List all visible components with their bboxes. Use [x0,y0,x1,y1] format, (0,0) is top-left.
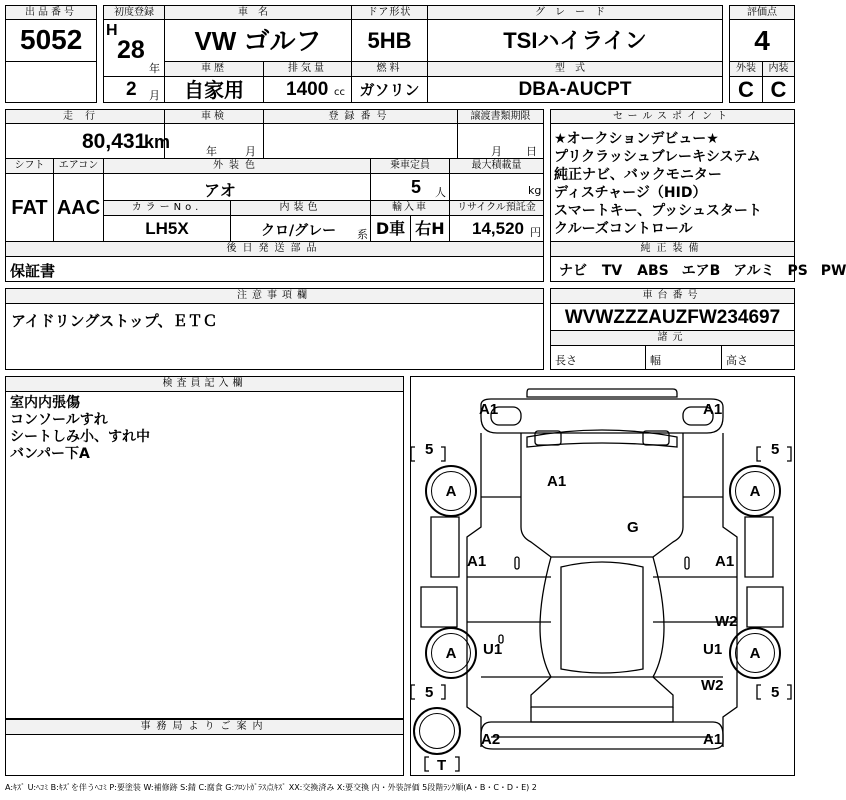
recycle-unit: 円 [530,226,541,239]
inspector-line: コンソールすれ [10,412,108,428]
grade: TSIハイライン [503,28,647,53]
damage-diagram [410,376,795,776]
ac-header: エアコン [53,158,104,174]
tire-rear-left-mark: A [431,633,471,673]
model-header: 型式 [427,61,723,77]
int-color-cell [230,215,371,242]
notes-text: アイドリングストップ、ＥＴＣ [11,312,218,330]
tread-spare: T [437,757,447,774]
height-cell [721,345,795,370]
lot-no-header: 出品番号 [5,5,97,20]
tread-front-right: 5 [771,441,780,458]
car-name: VW ゴルフ [194,26,322,56]
door-header: ドア形状 [351,5,428,20]
chassis-number: WVWZZZAUZFW234697 [564,307,781,328]
spare-tire [413,707,461,755]
reg-no-cell [263,123,458,159]
color-no-cell [103,215,231,242]
car-name-cell [164,19,352,62]
tire-front-left [425,465,477,517]
tread-rear-left: 5 [425,684,434,701]
office-header: 事務局よりご案内 [5,719,404,735]
transfer-month-unit: 月 [491,145,502,158]
equip-abs: ABS [637,263,669,279]
car-name-header: 車名 [164,5,352,20]
mark-roof: G [627,519,639,536]
tread-rear-right: 5 [771,684,780,701]
capacity-header: 乗車定員 [370,158,450,174]
sales-point-line: クルーズコントロール [554,221,693,237]
transfer-header: 譲渡書類期限 [457,109,544,124]
mark-left-front-door: A1 [467,553,487,570]
mark-left-rear-door: U1 [483,641,503,658]
ac: AAC [56,197,101,219]
color-no-header: カラーNo. [103,200,231,216]
score: 4 [754,25,770,56]
tread-front-left: 5 [425,441,434,458]
exterior: C [738,77,754,102]
year-unit: 年 [149,62,160,75]
displacement-header: 排気量 [263,61,352,77]
width-cell [645,345,722,370]
equip-navi: ナビ [559,263,587,279]
sales-point-line: 純正ナビ、バックモニター [554,167,722,183]
color-cell [103,173,371,201]
tire-front-right-mark: A [735,471,775,511]
grade-cell [427,19,723,62]
recycle-header: リサイクル預託金 [449,200,544,216]
reg-month-cell [103,76,165,103]
color-header: 外装色 [103,158,371,174]
exterior-cell [729,76,763,103]
length-cell [550,345,646,370]
door: 5HB [367,28,412,53]
door-cell [351,19,428,62]
history-cell [164,76,264,103]
mileage: 80,431 [82,130,147,153]
displacement-cell [263,76,352,103]
reg-no-header: 登録番号 [263,109,458,124]
equip-ps: PS [787,263,808,279]
mark-right-front-door: A1 [715,553,735,570]
chassis-cell [550,303,795,331]
mark-right-rear-door: U1 [703,641,723,658]
mark-rear-left: A2 [481,731,501,748]
inspector-header: 検査員記入欄 [5,376,404,392]
month-unit: 月 [149,89,160,102]
exterior-header: 外装 [729,61,763,77]
inspection-year-unit: 年 [206,145,217,158]
inspection-header: 車検 [164,109,264,124]
lot-no-blank [5,61,97,103]
sales-point-line: ディスチャージ（HID） [554,185,707,201]
max-load-unit: kg [528,184,542,197]
color: アオ [204,181,236,200]
car-outline [411,377,794,775]
capacity-cell [370,173,450,201]
office-cell [5,734,404,776]
int-color-unit: 系 [357,228,368,241]
length-label: 長さ [555,354,577,367]
chassis-header: 車台番号 [550,288,795,304]
sales-point-line: プリクラッシュブレーキシステム [554,149,761,165]
lot-no-cell [5,19,97,62]
mark-rear-right: A1 [703,731,723,748]
equipment-header: 純正装備 [550,241,795,257]
ac-cell [53,173,104,242]
score-cell [729,19,795,62]
inspection-cell [164,123,264,159]
mark-right-rear-fender-upper: W2 [715,613,738,630]
mileage-unit: km [144,132,171,152]
lot-no: 5052 [20,24,83,55]
tire-front-left-mark: A [431,471,471,511]
notes-cell [5,303,544,370]
transfer-cell [457,123,544,159]
shift-cell [5,173,54,242]
notes-header: 注意事項欄 [5,288,544,304]
fuel-header: 燃料 [351,61,428,77]
capacity: 5 [411,177,422,197]
tire-rear-right [729,627,781,679]
mark-front-right: A1 [703,401,723,418]
later-parts-header: 後日発送部品 [5,241,544,257]
equipment-cell [550,256,846,282]
grade-header: グレード [427,5,723,20]
steering-cell [410,215,450,242]
later-parts-cell [5,256,544,282]
era: H [106,22,118,39]
sales-points-cell [550,123,795,242]
interior-cell [762,76,795,103]
equip-pw: PW [820,263,846,279]
reg-month: 2 [126,79,137,100]
mark-right-rear-fender-lower: W2 [701,677,724,694]
int-color: クロ/グレー [261,223,337,239]
fuel: ガソリン [359,81,420,99]
tire-rear-right-mark: A [735,633,775,673]
displacement: 1400 [286,79,329,100]
max-load-cell [449,173,544,201]
reg-year: 28 [117,36,145,64]
import-header: 輸入車 [370,200,450,216]
import-type: D車 [375,219,406,238]
model: DBA-AUCPT [518,79,632,100]
recycle-cell [449,215,544,242]
steering: 右H [415,219,445,238]
mileage-header: 走行 [5,109,165,124]
equip-tv: TV [601,263,623,279]
fuel-cell [351,76,428,103]
shift: FAT [11,197,48,219]
spare-tire-inner [419,713,455,749]
height-label: 高さ [726,354,748,367]
displacement-unit: cc [334,87,345,98]
import-type-cell [370,215,411,242]
first-reg-header: 初度登録 [103,5,165,20]
int-color-header: 内装色 [230,200,371,216]
equip-alloy: アルミ [733,263,775,279]
mark-hood: A1 [547,473,567,490]
recycle: 14,520 [472,219,524,238]
interior-header: 内装 [762,61,795,77]
specs-header: 諸元 [550,330,795,346]
first-reg-cell [103,19,165,77]
sales-points-header: セールスポイント [550,109,795,124]
tire-front-right [729,465,781,517]
inspector-line: バンパー下A [10,446,90,462]
history: 自家用 [184,78,244,102]
max-load-header: 最大積載量 [449,158,544,174]
sales-point-line: スマートキー、プッシュスタート [554,203,762,219]
equip-airbag: エアB [681,263,721,279]
inspector-cell [5,391,404,719]
shift-header: シフト [5,158,54,174]
later-parts: 保証書 [10,262,56,280]
transfer-day-unit: 日 [526,145,537,158]
model-cell [427,76,723,103]
mileage-cell [5,123,171,159]
inspector-line: シートしみ小、すれ中 [10,429,150,445]
capacity-unit: 人 [435,186,446,199]
interior: C [770,77,787,102]
inspector-line: 室内内張傷 [10,395,80,411]
mark-front-left: A1 [479,401,499,418]
sales-point-line: ★オークションデビュー★ [554,131,719,147]
tire-rear-left [425,627,477,679]
width-label: 幅 [650,354,661,367]
score-header: 評価点 [729,5,795,20]
inspection-month-unit: 月 [245,145,256,158]
color-no: LH5X [145,219,189,238]
history-header: 車歴 [164,61,264,77]
legend: A:ｷｽﾞ U:ﾍｺﾐ B:ｷｽﾞを伴うﾍｺﾐ P:要塗装 W:補修跡 S:錆 C:腐食 G:ﾌﾛﾝﾄｶﾞﾗｽ点ｷｽﾞ XX:交換済み X:要交換 内・外装評価 5段階ﾗﾝｸ順(A・B・C・D・E) 2 [5,783,537,792]
